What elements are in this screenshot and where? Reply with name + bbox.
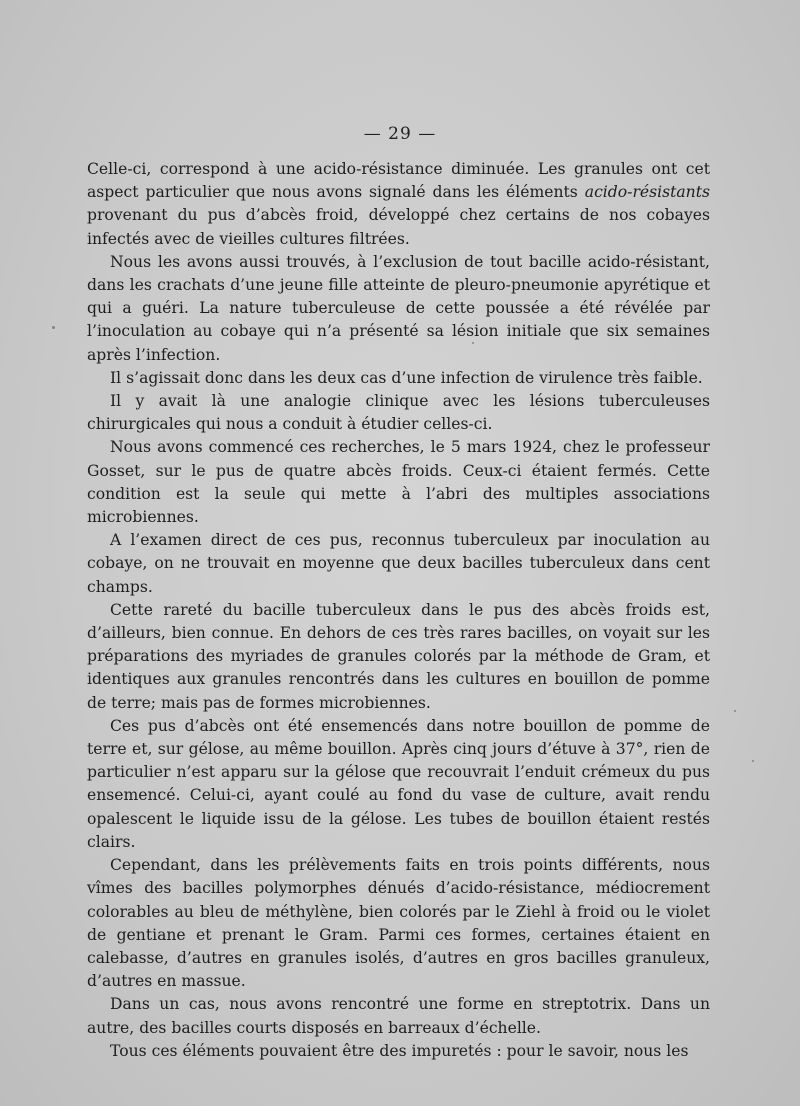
emphasis-acido-resistants: acido-résistants — [584, 183, 710, 202]
paragraph-4: Il y avait là une analogie clinique avec les lésions tuberculeuses chirurgicales qui nous a conduit à étudier celles-ci. — [87, 392, 710, 434]
paragraph-6: A l’examen direct de ces pus, reconnus tuberculeux par inoculation au cobaye, on ne trouvait en moyenne que deux bacilles tuberculeux dans cent champs. — [87, 531, 710, 596]
paper-speck — [734, 710, 736, 712]
page-number: — 29 — — [363, 124, 437, 144]
paper-speck — [752, 760, 754, 762]
body-text — [87, 158, 710, 1063]
paragraph-5: Nous avons commencé ces recherches, le 5 mars 1924, chez le professeur Gosset, sur le pus de quatre abcès froids. Ceux-ci étaient fermés. Cette condition est la seule qui mette à l’abri des multiples associations microbiennes. — [87, 438, 710, 527]
paragraph-3: Il s’agissait donc dans les deux cas d’une infection de virulence très faible. — [110, 368, 703, 387]
paragraph-10: Dans un cas, nous avons rencontré une forme en streptotrix. Dans un autre, des bacilles courts disposés en barreaux d’échelle. — [87, 995, 710, 1037]
paragraph-7: Cette rareté du bacille tuberculeux dans le pus des abcès froids est, d’ailleurs, bien connue. En dehors de ces très rares bacilles, on voyait sur les préparations des myriades de granules colorés par la méthode de Gram, et identiques aux granules rencontrés dans les cultures en bouillon de pomme de terre; mais pas de formes microbiennes. — [87, 600, 710, 712]
paragraph-9: Cependant, dans les prélèvements faits en trois points différents, nous vîmes des bacilles polymorphes dénués d’acido-résistance, médiocrement colorables au bleu de méthylène, bien colorés par le Ziehl à froid ou le violet de gentiane et prenant le Gram. Parmi ces formes, certaines étaient en calebasse, d’autres en granules isolés, d’autres en gros bacilles granuleux, d’autres en massue. — [87, 856, 710, 991]
paragraph-1 — [87, 158, 710, 251]
paper-speck — [52, 326, 55, 329]
paragraph-11: Tous ces éléments pouvaient être des impuretés : pour le savoir, nous les — [110, 1041, 689, 1060]
paper-speck — [472, 342, 474, 344]
paragraph-1-text: Celle-ci, correspond à une acido-résistance diminuée. Les granules ont cet aspect particulier que nous avons signalé dans les éléments — [87, 160, 710, 202]
paragraph-1-text-end: provenant du pus d’abcès froid, développé chez certains de nos cobayes infectés avec de vieilles cultures filtrées. — [87, 206, 710, 248]
paragraph-8: Ces pus d’abcès ont été ensemencés dans notre bouillon de pomme de terre et, sur gélose, au même bouillon. Après cinq jours d’étuve à 37°, rien de particulier n’est apparu sur la gélose que recouvrait l’enduit crémeux du pus ensemencé. Celui-ci, ayant coulé au fond du vase de culture, avait rendu opalescent le liquide issu de la gélose. Les tubes de bouillon étaient restés clairs. — [87, 716, 710, 851]
paragraph-2: Nous les avons aussi trouvés, à l’exclusion de tout bacille acido-résistant, dans les crachats d’une jeune fille atteinte de pleuro-pneumonie apyrétique et qui a guéri. La nature tuberculeuse de cette poussée a été révélée par l’inoculation au cobaye qui n’a présenté sa lésion initiale que six semaines après l’infection. — [87, 252, 710, 364]
